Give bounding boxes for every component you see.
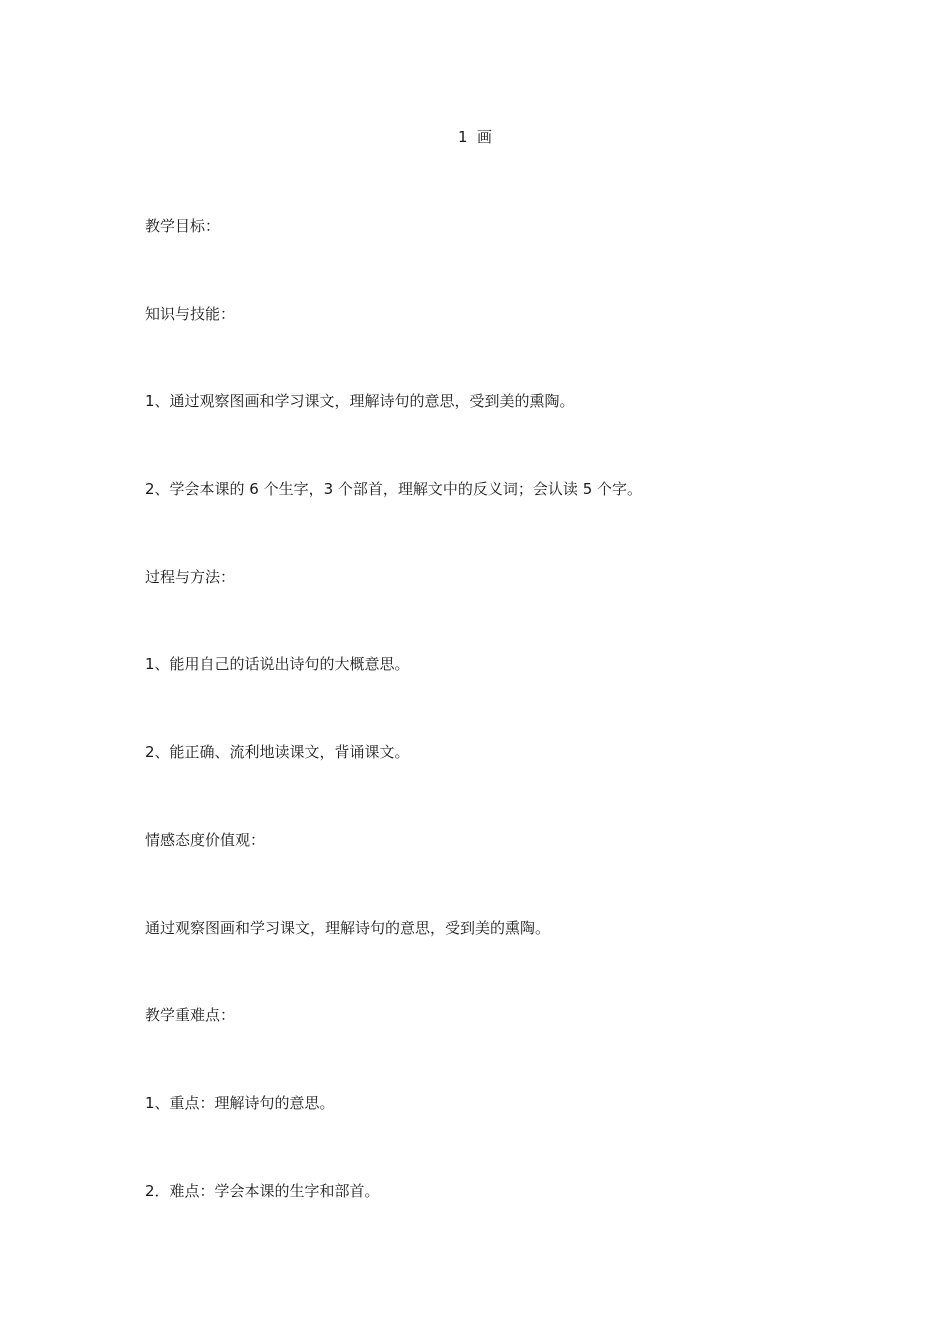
heading-teaching-goals: 教学目标： <box>145 217 221 235</box>
difficulty-item: 2．难点：学会本课的生字和部首。 <box>145 1182 380 1200</box>
heading-knowledge-skills: 知识与技能： <box>145 305 236 323</box>
heading-emotion-values: 情感态度价值观： <box>145 831 266 849</box>
document-title: 1 画 <box>457 128 493 146</box>
emotion-item: 通过观察图画和学习课文，理解诗句的意思，受到美的熏陶。 <box>145 919 551 937</box>
heading-key-difficulties: 教学重难点： <box>145 1006 236 1024</box>
knowledge-item-1: 1、通过观察图画和学习课文，理解诗句的意思，受到美的熏陶。 <box>145 392 575 410</box>
key-point-item: 1、重点：理解诗句的意思。 <box>145 1094 335 1112</box>
process-item-1: 1、能用自己的话说出诗句的大概意思。 <box>145 655 410 673</box>
knowledge-item-2: 2、学会本课的 6 个生字，3 个部首，理解文中的反义词；会认读 5 个字。 <box>145 480 643 498</box>
heading-process-method: 过程与方法： <box>145 568 236 586</box>
process-item-2: 2、能正确、流利地读课文，背诵课文。 <box>145 743 410 761</box>
